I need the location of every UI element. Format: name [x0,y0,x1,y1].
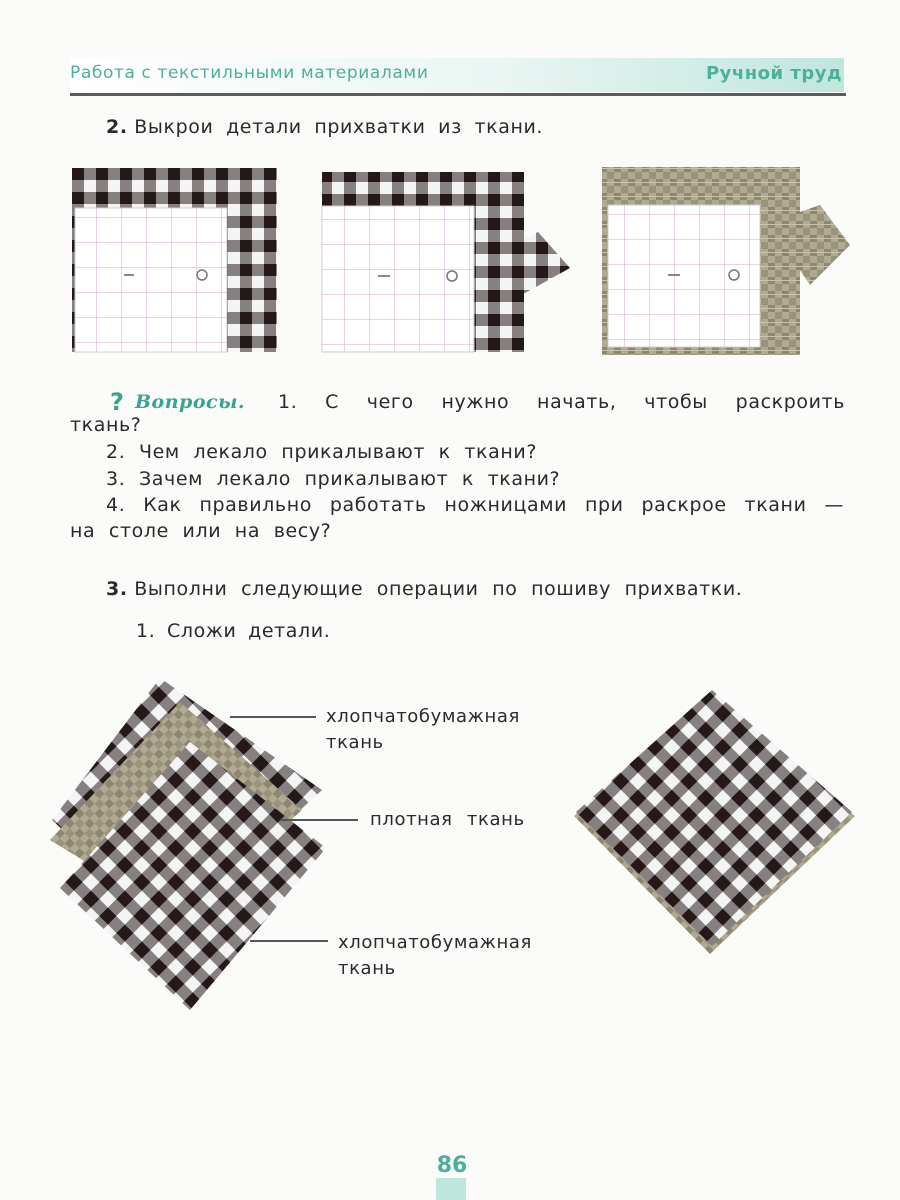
label-top-line2: ткань [326,732,384,753]
task3-heading [106,578,742,600]
page-number: 86 [436,1153,468,1178]
label-bottom-line2: ткань [338,958,396,979]
questions-title: Вопросы. [135,391,246,413]
question-1: 1. С чего нужно начать, чтобы раскроить [278,391,845,413]
stacked-layers-photo [40,670,340,1030]
label-dense-fabric: плотная ткань [370,809,525,830]
question-icon: ? [110,388,124,416]
question-2: 2. Чем лекало прикалывают к ткани? [106,441,538,463]
task2-number: 2. [106,116,128,138]
question-4: 4. Как правильно работать ножницами при раскрое ткани — [106,494,844,516]
question-4-end: на столе или на весу? [70,520,332,542]
task3-text: Выполни следующие операции по пошиву прихватки. [134,578,743,600]
header-rule [70,93,846,96]
top-gingham-layer [576,690,852,946]
folded-pieces-photo [570,688,860,960]
label-top-cotton [326,704,520,756]
paper-template [322,206,474,352]
step-1: 1. Сложи детали. [136,620,331,642]
leader-line-top [230,716,316,718]
subject-title: Ручной труд [705,63,842,84]
question-3: 3. Зачем лекало прикалывают к ткани? [106,468,561,490]
task2-text: Выкрои детали прихватки из ткани. [134,116,544,138]
question-1-end: ткань? [70,414,142,436]
paper-template [608,205,760,347]
cutting-photo-3 [600,165,855,360]
task2-heading [106,116,543,138]
cutting-photo-2 [320,170,575,356]
leader-line-bottom [250,940,328,942]
page-number-band [436,1178,466,1200]
label-bottom-cotton [338,930,532,982]
cutting-photo-1 [72,168,282,354]
label-top-line1: хлопчатобумажная [326,706,520,727]
leader-line-middle [280,819,358,821]
task3-number: 3. [106,578,128,600]
section-title: Работа с текстильными материалами [70,63,429,83]
label-bottom-line1: хлопчатобумажная [338,932,532,953]
